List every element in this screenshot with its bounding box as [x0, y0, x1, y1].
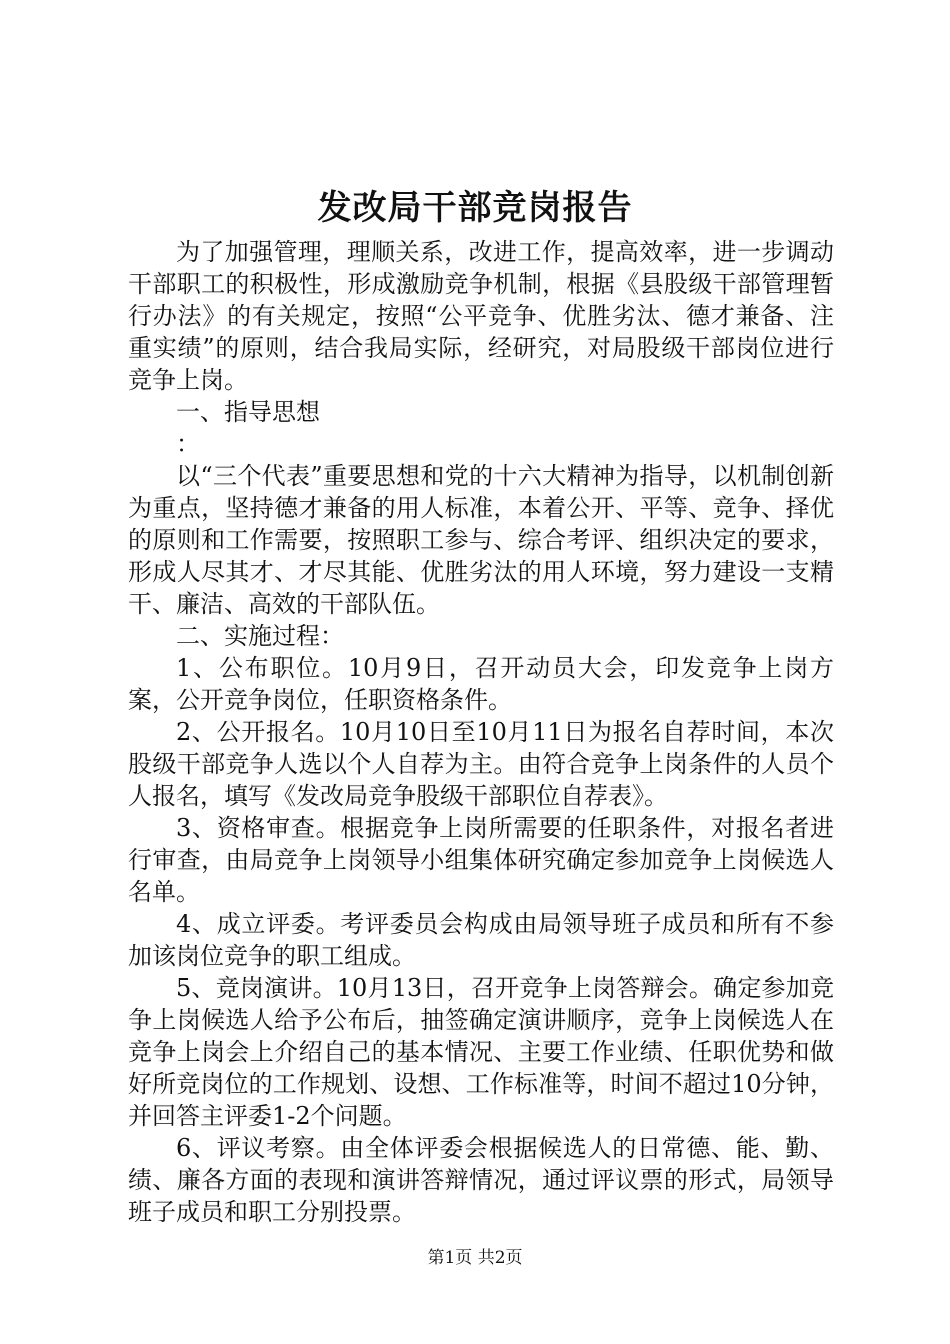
document-body	[128, 236, 834, 1228]
paragraph-step-3: 3、资格审查。根据竞争上岗所需要的任职条件，对报名者进行审查，由局竞争上岗领导小组集体研究确定参加竞争上岗候选人名单。	[128, 814, 834, 906]
paragraph-step-4: 4、成立评委。考评委员会构成由局领导班子成员和所有不参加该岗位竞争的职工组成。	[128, 910, 834, 970]
page-footer: 第1页 共2页	[427, 1248, 523, 1268]
paragraph-step-5: 5、竞岗演讲。10月13日，召开竞争上岗答辩会。确定参加竞争上岗候选人给予公布后，抽签确定演讲顺序，竞争上岗候选人在竞争上岗会上介绍自己的基本情况、主要工作业绩、任职优势和做好所竞岗位的工作规划、设想、工作标准等，时间不超过10分钟，并回答主评委1-2个问题。	[128, 974, 834, 1130]
paragraph-guiding-principle: 以“三个代表”重要思想和党的十六大精神为指导，以机制创新为重点，坚持德才兼备的用人标准，本着公开、平等、竞争、择优的原则和工作需要，按照职工参与、综合考评、组织决定的要求，形成人尽其才、才尽其能、优胜劣汰的用人环境，努力建设一支精干、廉洁、高效的干部队伍。	[128, 462, 834, 618]
document-title: 发改局干部竞岗报告	[317, 188, 633, 228]
heading-implementation: 二、实施过程：	[176, 622, 344, 650]
colon-line: ：	[176, 430, 200, 458]
paragraph-step-2: 2、公开报名。10月10日至10月11日为报名自荐时间，本次股级干部竞争人选以个人自荐为主。由符合竞争上岗条件的人员个人报名，填写《发改局竞争股级干部职位自荐表》。	[128, 718, 834, 810]
heading-guiding-principle: 一、指导思想	[176, 398, 320, 426]
paragraph-step-1: 1、公布职位。10月9日，召开动员大会，印发竞争上岗方案，公开竞争岗位，任职资格条件。	[128, 654, 834, 714]
paragraph-intro: 为了加强管理，理顺关系，改进工作，提高效率，进一步调动干部职工的积极性，形成激励竞争机制，根据《县股级干部管理暂行办法》的有关规定，按照“公平竞争、优胜劣汰、德才兼备、注重实绩”的原则，结合我局实际，经研究，对局股级干部岗位进行竞争上岗。	[128, 238, 834, 394]
paragraph-step-6: 6、评议考察。由全体评委会根据候选人的日常德、能、勤、绩、廉各方面的表现和演讲答辩情况，通过评议票的形式，局领导班子成员和职工分别投票。	[128, 1134, 834, 1226]
